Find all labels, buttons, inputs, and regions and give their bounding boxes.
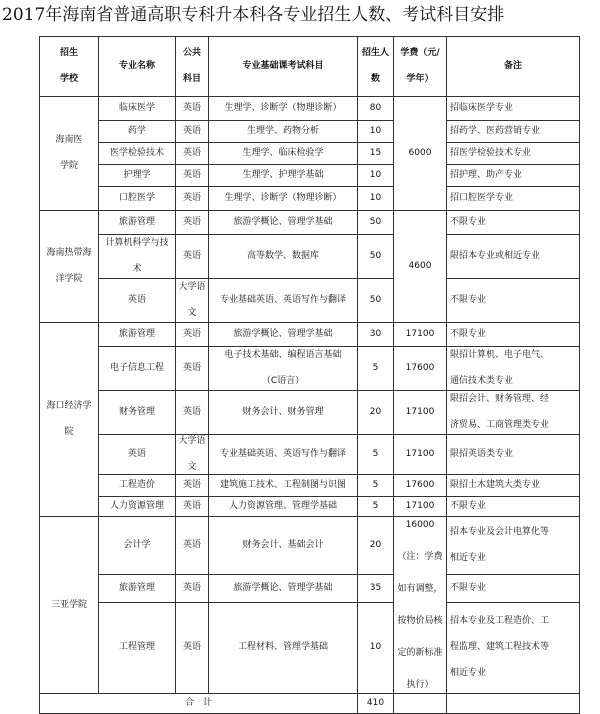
table-row: [40, 235, 580, 279]
tuition-fee: 16000 （注：学费 如有调整， 按物价局核 定的新标准 执行）: [394, 517, 447, 694]
remark: 不限专业: [447, 211, 580, 235]
basic-subjects: 旅游学概论、管理学基础: [209, 575, 358, 603]
table-row: [40, 347, 580, 391]
school-name: 海南医 学院: [40, 97, 99, 211]
public-subject: 英语: [176, 235, 209, 279]
major-name: 医学检验技术: [99, 143, 176, 165]
total-label: 合 计: [40, 694, 358, 714]
basic-subjects: 高等数学、数据库: [209, 235, 358, 279]
basic-subjects: 工程材料、管理学基础: [209, 602, 358, 693]
enroll-count: 30: [358, 323, 394, 347]
header-remark: 备注: [447, 37, 580, 97]
major-name: 临床医学: [99, 97, 176, 121]
major-name: 旅游管理: [99, 211, 176, 235]
enroll-count: 20: [358, 517, 394, 575]
remark: 限招计算机、电子电气、 通信技术类专业: [447, 347, 580, 391]
table-row: [40, 602, 580, 693]
table-body: [40, 37, 580, 714]
basic-subjects: 生理学、诊断学（物理诊断）: [209, 187, 358, 211]
remark: 限招会计、财务管理、经 济贸易、工商管理类专业: [447, 391, 580, 435]
major-name: 旅游管理: [99, 323, 176, 347]
enroll-count: 15: [358, 143, 394, 165]
public-subject: 英语: [176, 211, 209, 235]
header-public: 公共 科目: [176, 37, 209, 97]
remark: 限招本专业或相近专业: [447, 235, 580, 279]
header-school: 招生 学校: [40, 37, 99, 97]
school-name: 海南热带海 洋学院: [40, 211, 99, 323]
tuition-fee: 17600: [394, 475, 447, 497]
enroll-count: 10: [358, 165, 394, 187]
header-basic: 专业基础课考试科目: [209, 37, 358, 97]
tuition-fee: 17100: [394, 323, 447, 347]
basic-subjects: 旅游学概论、管理学基础: [209, 211, 358, 235]
major-name: 口腔医学: [99, 187, 176, 211]
public-subject: 英语: [176, 497, 209, 517]
public-subject: 英语: [176, 187, 209, 211]
remark: 招医学检验技术专业: [447, 143, 580, 165]
table-row: [40, 211, 580, 235]
table-row: [40, 575, 580, 603]
major-name: 护理学: [99, 165, 176, 187]
total-row: [40, 694, 580, 714]
major-name: 英语: [99, 279, 176, 323]
enroll-count: 20: [358, 391, 394, 435]
enroll-count: 5: [358, 497, 394, 517]
table-row: [40, 475, 580, 497]
public-subject: 英语: [176, 517, 209, 575]
remark: 招本专业及会计电算化等 相近专业: [447, 517, 580, 575]
table-row: [40, 121, 580, 143]
enroll-count: 5: [358, 475, 394, 497]
header-fee: 学费（元/ 学年）: [394, 37, 447, 97]
table-row: [40, 143, 580, 165]
remark: 不限专业: [447, 497, 580, 517]
remark: 不限专业: [447, 279, 580, 323]
remark: 限招英语类专业: [447, 435, 580, 475]
public-subject: 英语: [176, 121, 209, 143]
basic-subjects: 财务会计、基础会计: [209, 517, 358, 575]
table-row: [40, 323, 580, 347]
tuition-fee: 17100: [394, 497, 447, 517]
tuition-fee: 6000: [394, 97, 447, 211]
table-row: [40, 279, 580, 323]
basic-subjects: 人力资源管理、管理学基础: [209, 497, 358, 517]
public-subject: 英语: [176, 165, 209, 187]
header-major: 专业名称: [99, 37, 176, 97]
public-subject: 英语: [176, 347, 209, 391]
enroll-count: 5: [358, 435, 394, 475]
table-row: [40, 497, 580, 517]
enrollment-table: [39, 36, 580, 714]
tuition-fee: 17100: [394, 435, 447, 475]
public-subject: 英语: [176, 475, 209, 497]
major-name: 会计学: [99, 517, 176, 575]
basic-subjects: 财务会计、财务管理: [209, 391, 358, 435]
enroll-count: 10: [358, 187, 394, 211]
enroll-count: 80: [358, 97, 394, 121]
major-name: 药学: [99, 121, 176, 143]
basic-subjects: 专业基础英语、英语写作与翻译: [209, 435, 358, 475]
enroll-count: 5: [358, 347, 394, 391]
public-subject: 英语: [176, 575, 209, 603]
enroll-count: 50: [358, 279, 394, 323]
enroll-count: 10: [358, 602, 394, 693]
basic-subjects: 电子技术基础、编程语言基础 （C语言）: [209, 347, 358, 391]
table-row: [40, 165, 580, 187]
total-fee-empty: [394, 694, 447, 714]
public-subject: 大学语 文: [176, 279, 209, 323]
basic-subjects: 专业基础英语、英语写作与翻译: [209, 279, 358, 323]
basic-subjects: 生理学、药物分析: [209, 121, 358, 143]
remark: 不限专业: [447, 323, 580, 347]
remark: 招药学、医药营销专业: [447, 121, 580, 143]
tuition-fee: 4600: [394, 211, 447, 323]
tuition-fee: 17600: [394, 347, 447, 391]
enroll-count: 50: [358, 211, 394, 235]
remark: 招护理、助产专业: [447, 165, 580, 187]
remark: 招临床医学专业: [447, 97, 580, 121]
remark: 招口腔医学专业: [447, 187, 580, 211]
basic-subjects: 建筑施工技术、工程制图与识图: [209, 475, 358, 497]
basic-subjects: 生理学、诊断学（物理诊断）: [209, 97, 358, 121]
basic-subjects: 生理学、临床检验学: [209, 143, 358, 165]
remark: 不限专业: [447, 575, 580, 603]
remark: 招本专业及工程造价、工 程监理、建筑工程技术等 相近专业: [447, 602, 580, 693]
enroll-count: 10: [358, 121, 394, 143]
table-row: [40, 391, 580, 435]
major-name: 财务管理: [99, 391, 176, 435]
major-name: 工程管理: [99, 602, 176, 693]
enroll-count: 50: [358, 235, 394, 279]
total-count: 410: [358, 694, 394, 714]
major-name: 计算机科学与技 术: [99, 235, 176, 279]
major-name: 旅游管理: [99, 575, 176, 603]
table-row: [40, 187, 580, 211]
public-subject: 大学语 文: [176, 435, 209, 475]
enroll-count: 35: [358, 575, 394, 603]
table-row: [40, 435, 580, 475]
school-name: 海口经济学 院: [40, 323, 99, 517]
school-name: 三亚学院: [40, 517, 99, 694]
table-row: [40, 97, 580, 121]
major-name: 电子信息工程: [99, 347, 176, 391]
basic-subjects: 生理学、护理学基础: [209, 165, 358, 187]
public-subject: 英语: [176, 97, 209, 121]
header-count: 招生人 数: [358, 37, 394, 97]
major-name: 工程造价: [99, 475, 176, 497]
header-row: [40, 37, 580, 97]
public-subject: 英语: [176, 143, 209, 165]
page-title: 2017年海南省普通高职专科升本科各专业招生人数、考试科目安排: [2, 5, 505, 25]
major-name: 英语: [99, 435, 176, 475]
table-row: [40, 517, 580, 575]
remark: 限招土木建筑大类专业: [447, 475, 580, 497]
public-subject: 英语: [176, 323, 209, 347]
major-name: 人力资源管理: [99, 497, 176, 517]
basic-subjects: 旅游学概论、管理学基础: [209, 323, 358, 347]
public-subject: 英语: [176, 391, 209, 435]
tuition-fee: 17100: [394, 391, 447, 435]
public-subject: 英语: [176, 602, 209, 693]
total-remark-empty: [447, 694, 580, 714]
